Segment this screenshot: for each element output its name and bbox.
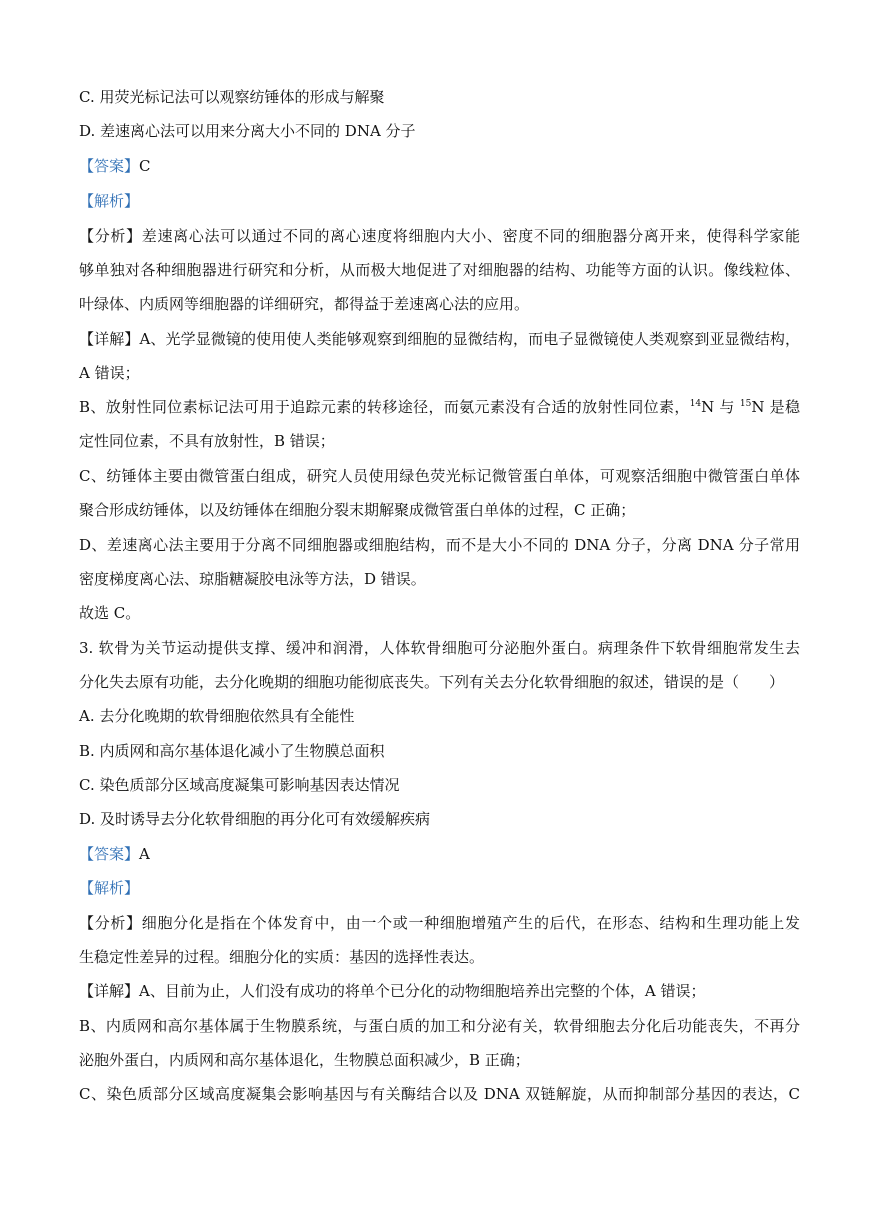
q3-option-d: D. 及时诱导去分化软骨细胞的再分化可有效缓解疾病 bbox=[79, 810, 431, 828]
isotope-15: 15 bbox=[739, 399, 752, 409]
q2-xiangjie-b-line-2: 定性同位素，不具有放射性，B 错误； bbox=[79, 432, 335, 450]
q2-xiangjie-c-line-1: C、纺锤体主要由微管蛋白组成，研究人员使用绿色荧光标记微管蛋白单体，可观察活细胞中微管蛋白单体 bbox=[79, 467, 800, 485]
answer-tag: 【答案】 bbox=[79, 157, 140, 175]
q3-option-b: B. 内质网和高尔基体退化减小了生物膜总面积 bbox=[79, 742, 385, 760]
q3-option-a: A. 去分化晚期的软骨细胞依然具有全能性 bbox=[79, 707, 355, 725]
q2-fenxi-line-3: 叶绿体、内质网等细胞器的详细研究，都得益于差速离心法的应用。 bbox=[79, 295, 530, 313]
q2-xiangjie-d-line-1: D、差速离心法主要用于分离不同细胞器或细胞结构，而不是大小不同的 DNA 分子，分离 DNA 分子常用 bbox=[79, 536, 800, 554]
q3-xiangjie-b-line-1: B、内质网和高尔基体属于生物膜系统，与蛋白质的加工和分泌有关，软骨细胞去分化后功能丧失，不再分 bbox=[79, 1017, 800, 1035]
xiangjie-tag: 【详解】 bbox=[79, 330, 140, 348]
q3-xiangjie-b-line-2: 泌胞外蛋白，内质网和高尔基体退化，生物膜总面积减少，B 正确； bbox=[79, 1051, 530, 1069]
nitrogen-symbol: N bbox=[751, 398, 765, 416]
q3-stem-line-2: 分化失去原有功能，去分化晚期的细胞功能彻底丧失。下列有关去分化软骨细胞的叙述，错误的是（ ） bbox=[79, 673, 785, 691]
q2-option-d: D. 差速离心法可以用来分离大小不同的 DNA 分子 bbox=[79, 122, 416, 140]
answer-value: A bbox=[139, 845, 150, 863]
q2-xiangjie-a-line-2: A 错误； bbox=[79, 364, 140, 382]
fenxi-text: 细胞分化是指在个体发育中，由一个或一种细胞增殖产生的后代，在形态、结构和生理功能上发 bbox=[141, 914, 800, 932]
q2-xiangjie-d-line-2: 密度梯度离心法、琼脂糖凝胶电泳等方法，D 错误。 bbox=[79, 570, 426, 588]
q3-analysis-heading bbox=[79, 878, 800, 898]
xiangjie-b-text: B、放射性同位素标记法可用于追踪元素的转移途径，而氨元素没有合适的放射性同位素， bbox=[79, 398, 690, 416]
isotope-14: 14 bbox=[689, 399, 702, 409]
answer-tag: 【答案】 bbox=[79, 845, 140, 863]
xiangjie-text: A、目前为止，人们没有成功的将单个已分化的动物细胞培养出完整的个体，A 错误； bbox=[139, 982, 706, 1000]
fenxi-tag: 【分析】 bbox=[79, 227, 142, 245]
fenxi-tag: 【分析】 bbox=[79, 914, 142, 932]
q3-fenxi-line-1 bbox=[79, 913, 800, 933]
q2-xiangjie-b-line-1 bbox=[79, 397, 800, 417]
q3-xiangjie-a bbox=[79, 981, 800, 1001]
xiangjie-tag: 【详解】 bbox=[79, 982, 140, 1000]
q2-xiangjie-a-line-1 bbox=[79, 329, 800, 349]
q2-fenxi-line-1 bbox=[79, 226, 800, 246]
q2-option-c: C. 用荧光标记法可以观察纺锤体的形成与解聚 bbox=[79, 88, 385, 106]
analysis-tag: 【解析】 bbox=[79, 192, 140, 210]
fenxi-text: 差速离心法可以通过不同的离心速度将细胞内大小、密度不同的细胞器分离开来，使得科学家能 bbox=[141, 227, 800, 245]
xiangjie-text: A、光学显微镜的使用使人类能够观察到细胞的显微结构，而电子显微镜使人类观察到亚显微结构， bbox=[139, 330, 800, 348]
q2-fenxi-line-2: 够单独对各种细胞器进行研究和分析，从而极大地促进了对细胞器的结构、功能等方面的认识。像线粒体、 bbox=[79, 261, 800, 279]
connector-text: 与 bbox=[714, 398, 740, 416]
analysis-tag: 【解析】 bbox=[79, 879, 140, 897]
q3-fenxi-line-2: 生稳定性差异的过程。细胞分化的实质：基因的选择性表达。 bbox=[79, 948, 485, 966]
q3-option-c: C. 染色质部分区域高度凝集可影响基因表达情况 bbox=[79, 776, 400, 794]
q3-answer bbox=[79, 844, 800, 864]
answer-value: C bbox=[139, 157, 151, 175]
xiangjie-b-tail: 是稳 bbox=[764, 398, 800, 416]
q2-xiangjie-c-line-2: 聚合形成纺锤体，以及纺锤体在细胞分裂末期解聚成微管蛋白单体的过程，C 正确； bbox=[79, 501, 636, 519]
nitrogen-symbol: N bbox=[701, 398, 715, 416]
q2-conclusion: 故选 C。 bbox=[79, 604, 141, 622]
q2-analysis-heading bbox=[79, 191, 800, 211]
q2-answer bbox=[79, 156, 800, 176]
q3-xiangjie-c-line-1: C、染色质部分区域高度凝集会影响基因与有关酶结合以及 DNA 双链解旋，从而抑制部分基因的表达，C bbox=[79, 1085, 800, 1103]
q3-stem-line-1: 3. 软骨为关节运动提供支撑、缓冲和润滑，人体软骨细胞可分泌胞外蛋白。病理条件下软骨细胞常发生去 bbox=[79, 639, 800, 657]
